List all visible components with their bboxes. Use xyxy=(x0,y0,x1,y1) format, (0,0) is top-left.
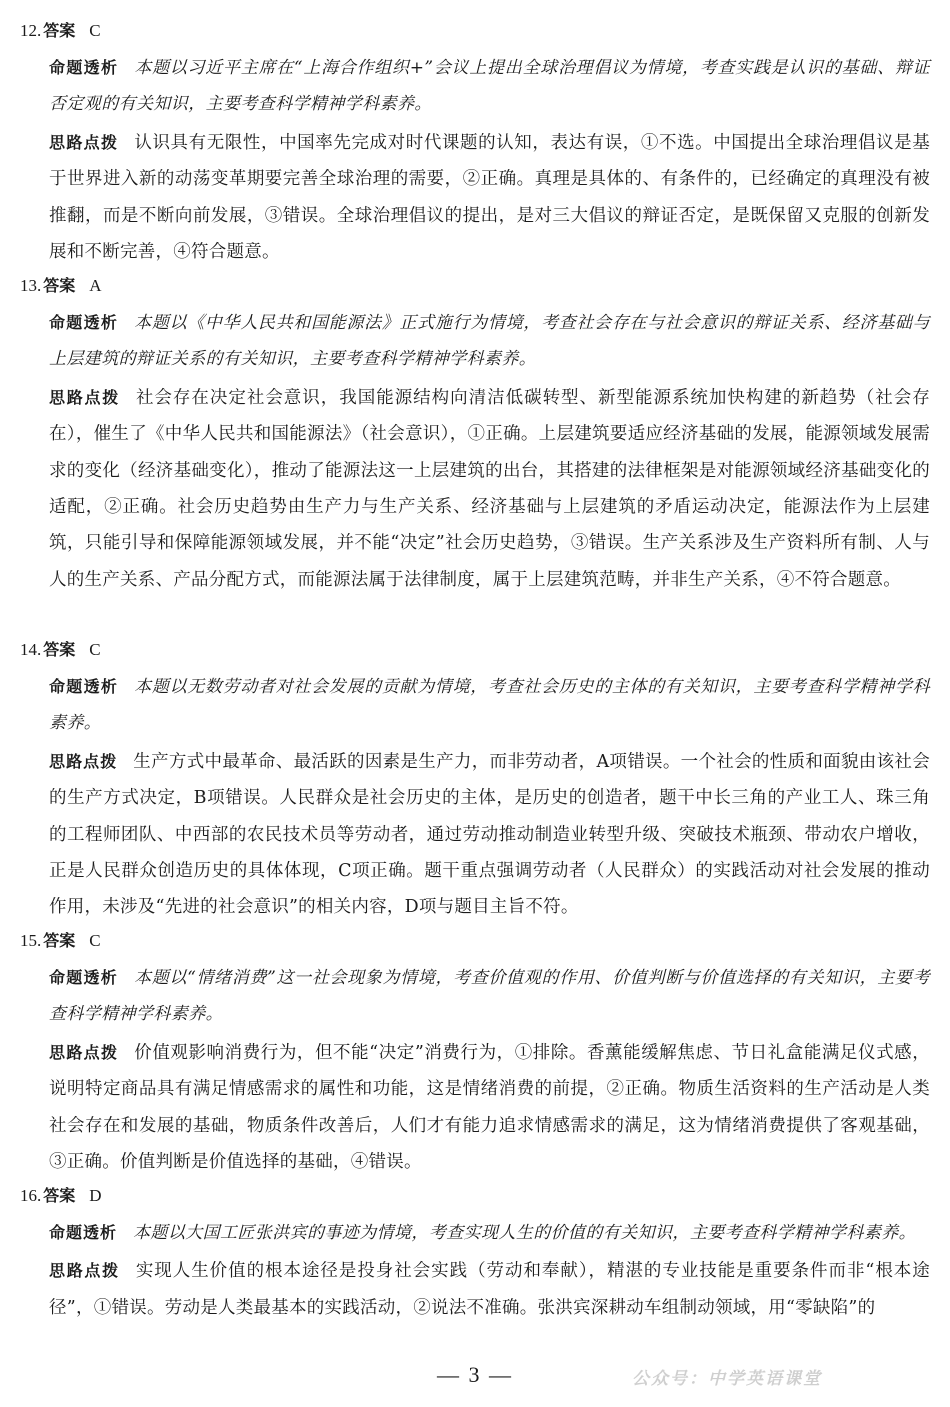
hint-label: 思路点拨 xyxy=(49,132,119,152)
question-number: 12. xyxy=(20,21,42,40)
question-13 xyxy=(20,274,930,598)
answer-label: 答案 xyxy=(43,21,76,40)
answer-value: C xyxy=(89,931,101,950)
analysis-block xyxy=(49,1215,930,1251)
analysis-block xyxy=(49,50,930,123)
question-12 xyxy=(20,19,930,270)
answer-value: A xyxy=(89,276,102,295)
hint-block xyxy=(49,380,930,598)
answer-label: 答案 xyxy=(43,640,76,659)
answer-label: 答案 xyxy=(43,931,76,950)
analysis-text: 本题以“情绪消费”这一社会现象为情境，考查价值观的作用、价值判断与价值选择的有关知识，主要考查科学精神学科素养。 xyxy=(49,968,930,1025)
answer-value: D xyxy=(89,1186,102,1205)
question-header xyxy=(20,274,930,298)
page-number: — 3 — xyxy=(437,1362,513,1387)
question-number: 15. xyxy=(20,931,42,950)
hint-text: 生产方式中最革命、最活跃的因素是生产力，而非劳动者，A项错误。一个社会的性质和面貌由该社会的生产方式决定，B项错误。人民群众是社会历史的主体，是历史的创造者，题干中长三角的产业工人、珠三角的工程师团队、中西部的农民技术员等劳动者，通过劳动推动制造业转型升级、突破技术瓶颈、带动农户增收，正是人民群众创造历史的具体体现，C项正确。题干重点强调劳动者（人民群众）的实践活动对社会发展的推动作用，未涉及“先进的社会意识”的相关内容，D项与题目主旨不符。 xyxy=(49,751,930,918)
analysis-label: 命题透析 xyxy=(49,58,119,77)
answer-value: C xyxy=(89,21,101,40)
analysis-text: 本题以《中华人民共和国能源法》正式施行为情境，考查社会存在与社会意识的辩证关系、经济基础与上层建筑的辩证关系的有关知识，主要考查科学精神学科素养。 xyxy=(49,313,930,370)
analysis-block xyxy=(49,305,930,378)
analysis-block xyxy=(49,669,930,742)
hint-text: 认识具有无限性，中国率先完成对时代课题的认知，表达有误，①不选。中国提出全球治理倡议是基于世界进入新的动荡变革期要完善全球治理的需要，②正确。真理是具体的、有条件的，已经确定的真理没有被推翻，而是不断向前发展，③错误。全球治理倡议的提出，是对三大倡议的辩证否定，是既保留又克服的创新发展和不断完善，④符合题意。 xyxy=(49,132,930,263)
analysis-label: 命题透析 xyxy=(49,313,119,332)
hint-text: 价值观影响消费行为，但不能“决定”消费行为，①排除。香薰能缓解焦虑、节日礼盒能满足仪式感，说明特定商品具有满足情感需求的属性和功能，这是情绪消费的前提，②正确。物质生活资料的生产活动是人类社会存在和发展的基础，物质条件改善后，人们才有能力追求情感需求的满足，这为情绪消费提供了客观基础，③正确。价值判断是价值选择的基础，④错误。 xyxy=(49,1042,930,1173)
question-header xyxy=(20,638,930,662)
hint-text: 社会存在决定社会意识，我国能源结构向清洁低碳转型、新型能源系统加快构建的新趋势（社会存在），催生了《中华人民共和国能源法》（社会意识），①正确。上层建筑要适应经济基础的发展，能源领域发展需求的变化（经济基础变化），推动了能源法这一上层建筑的出台，其搭建的法律框架是对能源领域经济基础变化的适配，②正确。社会历史趋势由生产力与生产关系、经济基础与上层建筑的矛盾运动决定，能源法作为上层建筑，只能引导和保障能源领域发展，并不能“决定”社会历史趋势，③错误。生产关系涉及生产资料所有制、人与人的生产关系、产品分配方式，而能源法属于法律制度，属于上层建筑范畴，并非生产关系，④不符合题意。 xyxy=(49,387,930,590)
hint-text: 实现人生价值的根本途径是投身社会实践（劳动和奉献），精湛的专业技能是重要条件而非“根本途径”，①错误。劳动是人类最基本的实践活动，②说法不准确。张洪宾深耕动车组制动领域，用“零缺陷”的 xyxy=(49,1261,930,1318)
question-header xyxy=(20,929,930,953)
hint-label: 思路点拨 xyxy=(49,751,118,771)
analysis-label: 命题透析 xyxy=(49,968,119,987)
hint-label: 思路点拨 xyxy=(49,1042,119,1062)
question-header xyxy=(20,19,930,43)
hint-label: 思路点拨 xyxy=(49,387,120,407)
analysis-block xyxy=(49,960,930,1033)
hint-block xyxy=(49,1253,930,1326)
hint-block xyxy=(49,1035,930,1181)
question-14 xyxy=(20,638,930,926)
question-header xyxy=(20,1184,930,1208)
hint-block xyxy=(49,744,930,926)
analysis-text: 本题以习近平主席在“上海合作组织+”会议上提出全球治理倡议为情境，考查实践是认识的基础、辩证否定观的有关知识，主要考查科学精神学科素养。 xyxy=(49,58,930,115)
question-16 xyxy=(20,1184,930,1326)
analysis-text: 本题以大国工匠张洪宾的事迹为情境，考查实现人生的价值的有关知识，主要考查科学精神学科素养。 xyxy=(133,1223,917,1243)
analysis-text: 本题以无数劳动者对社会发展的贡献为情境，考查社会历史的主体的有关知识，主要考查科学精神学科素养。 xyxy=(49,677,930,734)
hint-label: 思路点拨 xyxy=(49,1261,120,1281)
analysis-label: 命题透析 xyxy=(49,677,119,696)
answer-value: C xyxy=(89,640,101,659)
answer-label: 答案 xyxy=(43,276,76,295)
question-15 xyxy=(20,929,930,1180)
question-number: 13. xyxy=(20,276,42,295)
analysis-label: 命题透析 xyxy=(49,1223,118,1242)
question-number: 16. xyxy=(20,1186,42,1205)
answer-label: 答案 xyxy=(43,1186,76,1205)
question-number: 14. xyxy=(20,640,42,659)
hint-block xyxy=(49,125,930,271)
watermark: 公众号：中学英语课堂 xyxy=(632,1369,822,1389)
